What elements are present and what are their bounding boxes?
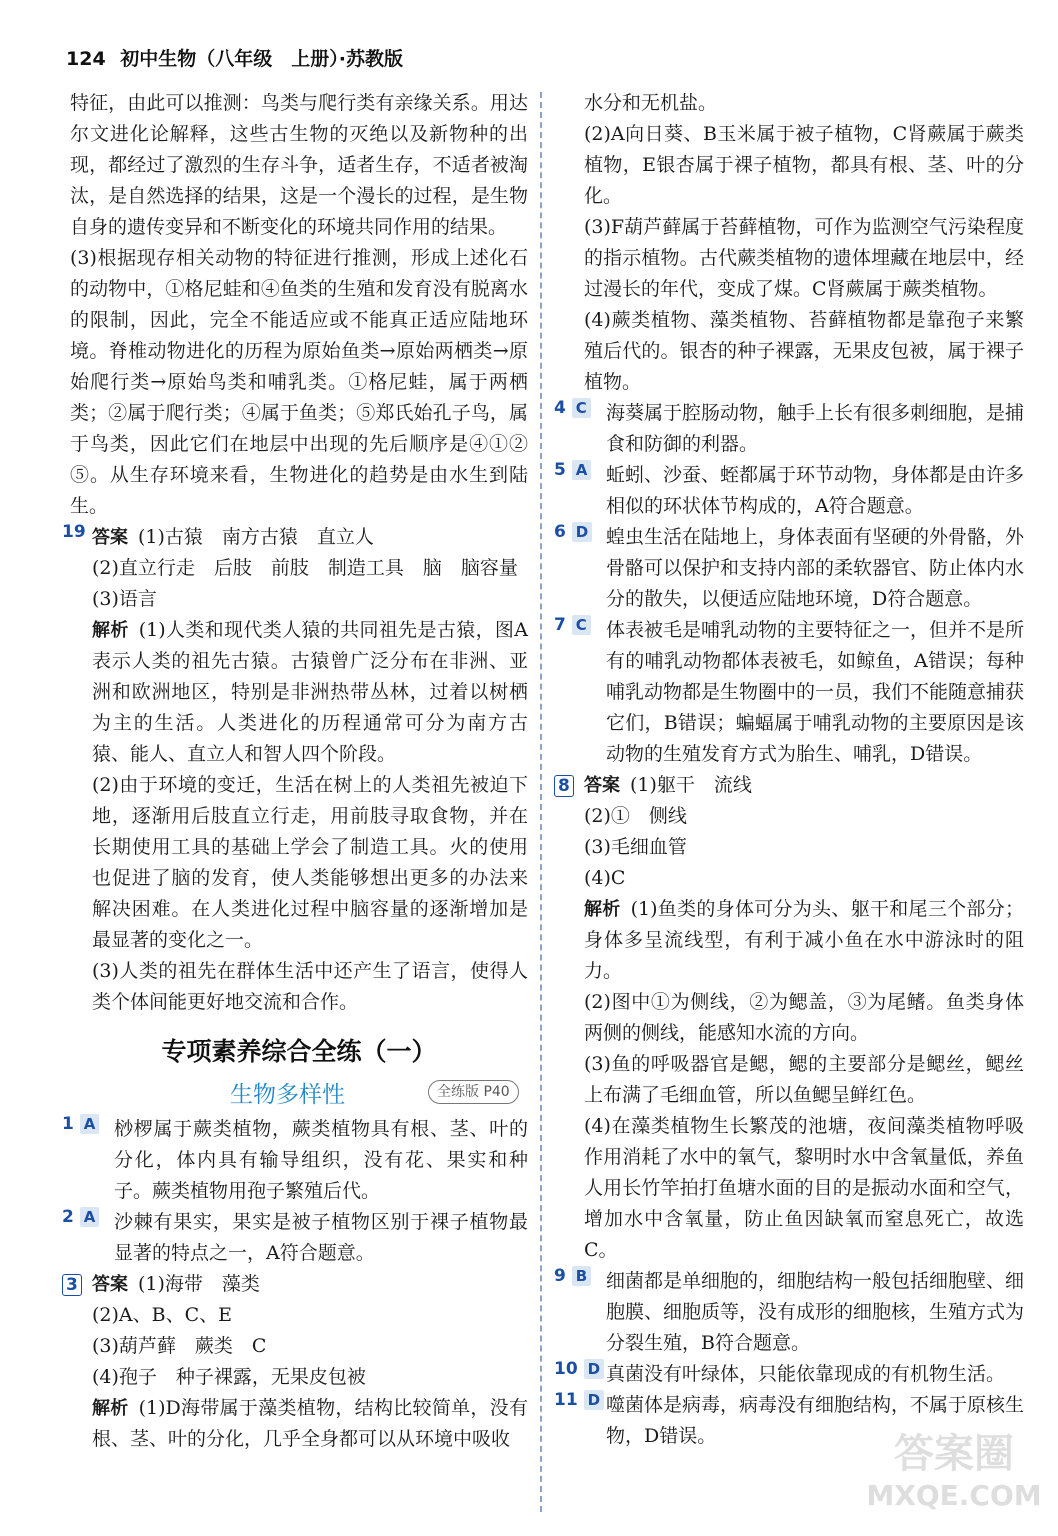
question-text: 细菌都是单细胞的，细胞结构一般包括细胞壁、细胞膜、细胞质等，没有成形的细胞核，生殖方式为分裂生殖，B符合题意。	[606, 1270, 1025, 1354]
subtitle-row	[70, 1074, 528, 1114]
question-number: 2 A	[62, 1207, 105, 1227]
analysis-text: (4)在藻类植物生长繁茂的池塘，夜间藻类植物呼吸作用消耗了水中的氧气，黎明时水中含氧量低，养鱼人用长竹竿拍打鱼塘水面的目的是振动水面和空气，增加水中含氧量，防止鱼因缺氧而窒息死亡，故选C。	[584, 1115, 1024, 1261]
question-8	[558, 770, 1025, 1266]
analysis-text: (1)D海带属于藻类植物，结构比较简单，没有根、茎、叶的分化，几乎全身都可以从环境中吸收	[92, 1397, 529, 1450]
question-text: 噬菌体是病毒，病毒没有细胞结构，不属于原核生物，D错误。	[606, 1394, 1025, 1447]
answer-badge: B	[572, 1266, 591, 1286]
answer-line: (3)语言	[92, 588, 157, 610]
question-text: 桫椤属于蕨类植物，蕨类植物具有根、茎、叶的分化，体内具有输导组织，没有花、果实和种子。蕨类植物用孢子繁殖后代。	[114, 1118, 528, 1202]
answer-badge: C	[572, 615, 591, 635]
question-number: 5 A	[554, 460, 597, 480]
question-19	[62, 522, 528, 1018]
question-text: 沙棘有果实，果实是被子植物区别于裸子植物最显著的特点之一，A符合题意。	[114, 1211, 528, 1264]
answer-label: 答案	[92, 1274, 128, 1295]
question-number: 10 D	[554, 1359, 610, 1379]
paragraph: 水分和无机盐。	[584, 92, 718, 114]
answer-line: (2)A、B、C、E	[92, 1304, 233, 1326]
question-text: 蝗虫生活在陆地上，身体表面有坚硬的外骨骼，外骨骼可以保护和支持内部的柔软器官、防止体内水分的散失，以便适应陆地环境，D符合题意。	[606, 526, 1025, 610]
analysis-text: (2)由于环境的变迁，生活在树上的人类祖先被迫下地，逐渐用后肢直立行走，用前肢寻取食物，并在长期使用工具的基础上学会了制造工具。火的使用也促进了脑的发育，使人类能够想出更多的办法来解决困难。在人类进化过程中脑容量的逐渐增加是最显著的变化之一。	[92, 774, 528, 951]
question-number: 19	[62, 522, 86, 542]
answer-badge: D	[572, 522, 592, 542]
answer-badge: C	[572, 398, 591, 418]
analysis-text: (3)人类的祖先在群体生活中还产生了语言，使得人类个体间能更好地交流和合作。	[92, 960, 528, 1013]
answer-line: (4)C	[584, 867, 626, 889]
question-number: 6 D	[554, 522, 598, 542]
paragraph: 特征，由此可以推测：鸟类与爬行类有亲缘关系。用达尔文进化论解释，这些古生物的灭绝以及新物种的出现，都经过了激烈的生存斗争，适者生存，不适者被淘汰，是自然选择的结果，这是一个漫长的过程，是生物自身的遗传变异和不断变化的环境共同作用的结果。	[70, 92, 528, 238]
answer-label: 答案	[584, 775, 620, 796]
question-7	[554, 615, 1025, 770]
paragraph: (2)A向日葵、B玉米属于被子植物，C肾蕨属于蕨类植物，E银杏属于裸子植物，都具有根、茎、叶的分化。	[584, 123, 1024, 207]
answer-badge: A	[80, 1114, 100, 1134]
book-title: 初中生物（八年级 上册）·苏教版	[120, 48, 404, 70]
analysis-label: 解析	[92, 620, 129, 641]
answer-badge: D	[584, 1359, 604, 1379]
page-reference-badge: 全练版 P40	[428, 1080, 519, 1104]
section-title: 专项素养综合全练（一）	[161, 1037, 437, 1066]
question-number: 8	[554, 775, 574, 797]
question-text: 体表被毛是哺乳动物的主要特征之一，但并不是所有的哺乳动物都体表被毛，如鲸鱼，A错误；每种哺乳动物都是生物圈中的一员，我们不能随意捕获它们，B错误；蝙蝠属于哺乳动物的主要原因是该动物的生殖发育方式为胎生、哺乳，D错误。	[606, 619, 1025, 765]
question-9	[554, 1266, 1025, 1359]
answer-line: (1)躯干 流线	[630, 774, 752, 796]
question-5	[554, 460, 1025, 522]
answer-line: (3)毛细血管	[584, 836, 687, 858]
question-1	[62, 1114, 528, 1207]
answer-line: (2)① 侧线	[584, 805, 687, 827]
question-text: 蚯蚓、沙蚕、蛭都属于环节动物，身体都是由许多相似的环状体节构成的，A符合题意。	[606, 464, 1025, 517]
page-header	[66, 44, 403, 71]
question-number: 4 C	[554, 398, 597, 418]
question-6	[554, 522, 1025, 615]
question-number: 3	[62, 1274, 82, 1296]
answer-line: (1)海带 藻类	[138, 1273, 260, 1295]
analysis-label: 解析	[92, 1398, 129, 1419]
question-text: 真菌没有叶绿体，只能依靠现成的有机物生活。	[606, 1363, 1006, 1385]
answer-line: (4)孢子 种子裸露，无果皮包被	[92, 1366, 366, 1388]
answer-line: (3)葫芦藓 蕨类 C	[92, 1335, 267, 1357]
question-text: 海葵属于腔肠动物，触手上长有很多刺细胞，是捕食和防御的利器。	[606, 402, 1025, 455]
question-number: 11 D	[554, 1390, 610, 1410]
answer-line: (2)直立行走 后肢 前肢 制造工具 脑 脑容量	[92, 557, 518, 579]
watermark-logo-text: 答案圈	[894, 1431, 1014, 1477]
question-number: 1 A	[62, 1114, 105, 1134]
answer-label: 答案	[92, 527, 128, 548]
question-number: 9 B	[554, 1266, 597, 1286]
analysis-text: (1)人类和现代类人猿的共同祖先是古猿，图A表示人类的祖先古猿。古猿曾广泛分布在非洲、亚洲和欧洲地区，特别是非洲热带丛林，过着以树栖为主的生活。人类进化的历程通常可分为南方古猿、能人、直立人和智人四个阶段。	[92, 619, 528, 765]
watermark	[864, 1422, 1044, 1522]
column-divider	[540, 92, 542, 1512]
analysis-label: 解析	[584, 899, 621, 920]
right-column	[554, 88, 1025, 1452]
answer-badge: D	[584, 1390, 604, 1410]
analysis-text: (2)图中①为侧线，②为鳃盖，③为尾鳍。鱼类身体两侧的侧线，能感知水流的方向。	[584, 991, 1024, 1044]
page-number: 124	[66, 48, 106, 70]
question-number: 7 C	[554, 615, 597, 635]
answer-line: (1)古猿 南方古猿 直立人	[138, 526, 374, 548]
analysis-text: (1)鱼类的身体可分为头、躯干和尾三个部分；身体多呈流线型，有利于减小鱼在水中游泳时的阻力。	[584, 898, 1025, 982]
question-2	[62, 1207, 528, 1269]
paragraph: (4)蕨类植物、藻类植物、苔藓植物都是靠孢子来繁殖后代的。银杏的种子裸露，无果皮包被，属于裸子植物。	[584, 309, 1024, 393]
question-4	[554, 398, 1025, 460]
answer-badge: A	[80, 1207, 100, 1227]
watermark-url: MXQE.COM	[866, 1479, 1042, 1512]
answer-badge: A	[572, 460, 592, 480]
analysis-text: (3)鱼的呼吸器官是鳃，鳃的主要部分是鳃丝，鳃丝上布满了毛细血管，所以鱼鳃呈鲜红色。	[584, 1053, 1024, 1106]
subtitle: 生物多样性	[230, 1082, 345, 1108]
question-3	[66, 1269, 529, 1455]
paragraph: (3)根据现存相关动物的特征进行推测，形成上述化石的动物中，①格尼蛙和④鱼类的生殖和发育没有脱离水的限制，因此，完全不能适应或不能真正适应陆地环境。脊椎动物进化的历程为原始鱼类→原始两栖类→原始爬行类→原始鸟类和哺乳类。①格尼蛙，属于两栖类；②属于爬行类；④属于鱼类；⑤郑氏始孔子鸟，属于鸟类，因此它们在地层中出现的先后顺序是④①②⑤。从生存环境来看，生物进化的趋势是由水生到陆生。	[70, 247, 528, 517]
left-column	[62, 88, 529, 1455]
question-10	[554, 1359, 1024, 1390]
paragraph: (3)F葫芦藓属于苔藓植物，可作为监测空气污染程度的指示植物。古代蕨类植物的遗体埋藏在地层中，经过漫长的年代，变成了煤。C肾蕨属于蕨类植物。	[584, 216, 1024, 300]
